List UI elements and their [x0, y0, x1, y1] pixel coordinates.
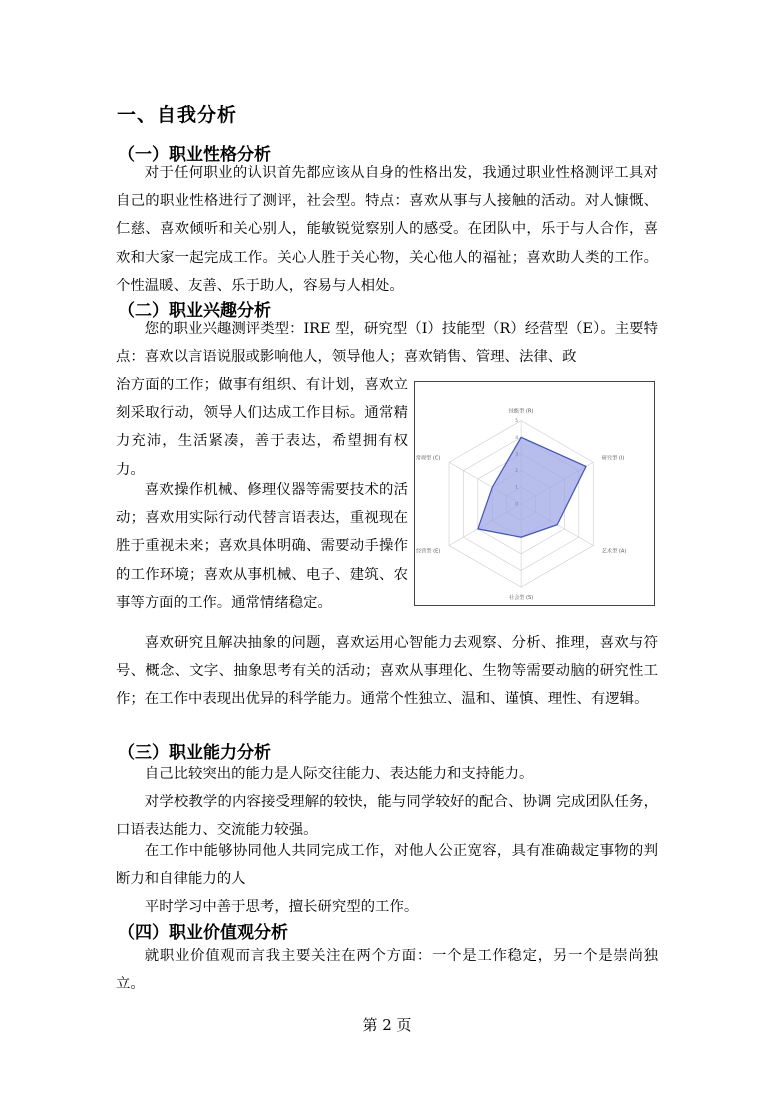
radar-axis-label: 社会型 (S)	[508, 595, 534, 602]
paragraph-ability-2: 对学校教学的内容接受理解的较快，能与同学较好的配合、协调 完成团队任务，口语表达能力、交流能力较强。	[116, 794, 658, 839]
paragraph-interest-1: 您的职业兴趣测评类型：IRE 型，研究型（I）技能型（R）经营型（E）。主要特点：喜欢以言语说服或影响他人，领导他人；喜欢销售、管理、法律、政	[116, 321, 658, 366]
radar-tick-label: 4	[515, 435, 519, 441]
radar-tick-label: 0	[515, 502, 519, 508]
radar-axis-label: 技能型 (R)	[508, 408, 534, 415]
radar-axis-label: 艺术型 (A)	[601, 548, 627, 555]
page-number: 第 2 页	[362, 1016, 412, 1034]
radar-tick-label: 3	[515, 452, 519, 458]
radar-tick-label: 2	[515, 469, 519, 475]
subsection-title-ability: （三）职业能力分析	[118, 743, 271, 763]
subsection-title-values: （四）职业价值观分析	[118, 923, 288, 943]
radar-axis-label: 研究型 (I)	[601, 455, 625, 462]
paragraph-ability-4: 平时学习中善于思考，擅长研究型的工作。	[144, 899, 419, 915]
paragraph-personality: 对于任何职业的认识首先都应该从自身的性格出发，我通过职业性格测评工具对自己的职业性格进行了测评，社会型。特点：喜欢从事与人接触的活动。对人慷慨、仁慈、喜欢倾听和关心别人，能敏锐觉察别人的感受。在团队中，乐于与人合作，喜欢和大家一起完成工作。关心人胜于关心物，关心他人的福祉；喜欢助人类的工作。个性温暖、友善、乐于助人，容易与人相处。	[116, 165, 658, 294]
radar-tick-label: 5	[515, 419, 519, 425]
paragraph-interest-3: 喜欢研究且解决抽象的问题，喜欢运用心智能力去观察、分析、推理，喜欢与符号、概念、文字、抽象思考有关的活动；喜欢从事理化、生物等需要动脑的研究性工作；在工作中表现出优异的科学能力。通常个性独立、温和、谨慎、理性、有逻辑。	[116, 635, 658, 708]
radar-axis-label: 经营型 (E)	[416, 548, 441, 555]
subsection-title-personality: （一）职业性格分析	[118, 145, 271, 165]
paragraph-values: 就职业价值观而言我主要关注在两个方面：一个是工作稳定，另一个是崇尚独立。	[116, 948, 658, 993]
radar-tick-label: 1	[515, 485, 519, 491]
interest-radar-chart	[414, 381, 655, 606]
subsection-title-interest: （二）职业兴趣分析	[118, 301, 271, 321]
radar-axis-label: 常规型 (C)	[415, 455, 441, 462]
paragraph-interest-2: 喜欢操作机械、修理仪器等需要技术的活动；喜欢用实际行动代替言语表达，重视现在胜于重视未来；喜欢具体明确、需要动手操作的工作环境；喜欢从事机械、电子、建筑、农事等方面的工作。通常情绪稳定。	[116, 482, 408, 611]
paragraph-ability-3: 在工作中能够协同他人共同完成工作，对他人公正宽容，具有准确裁定事物的判断力和自律能力的人	[116, 843, 658, 888]
section-title: 一、自我分析	[117, 104, 238, 126]
paragraph-ability-1: 自己比较突出的能力是人际交往能力、表达能力和支持能力。	[144, 766, 534, 782]
radar-chart-svg	[415, 382, 654, 605]
paragraph-interest-1-cont: 治方面的工作；做事有组织、有计划，喜欢立刻采取行动，领导人们达成工作目标。通常精力充沛，生活紧凑，善于表达，希望拥有权力。	[116, 377, 408, 478]
radar-series-area	[478, 437, 586, 537]
